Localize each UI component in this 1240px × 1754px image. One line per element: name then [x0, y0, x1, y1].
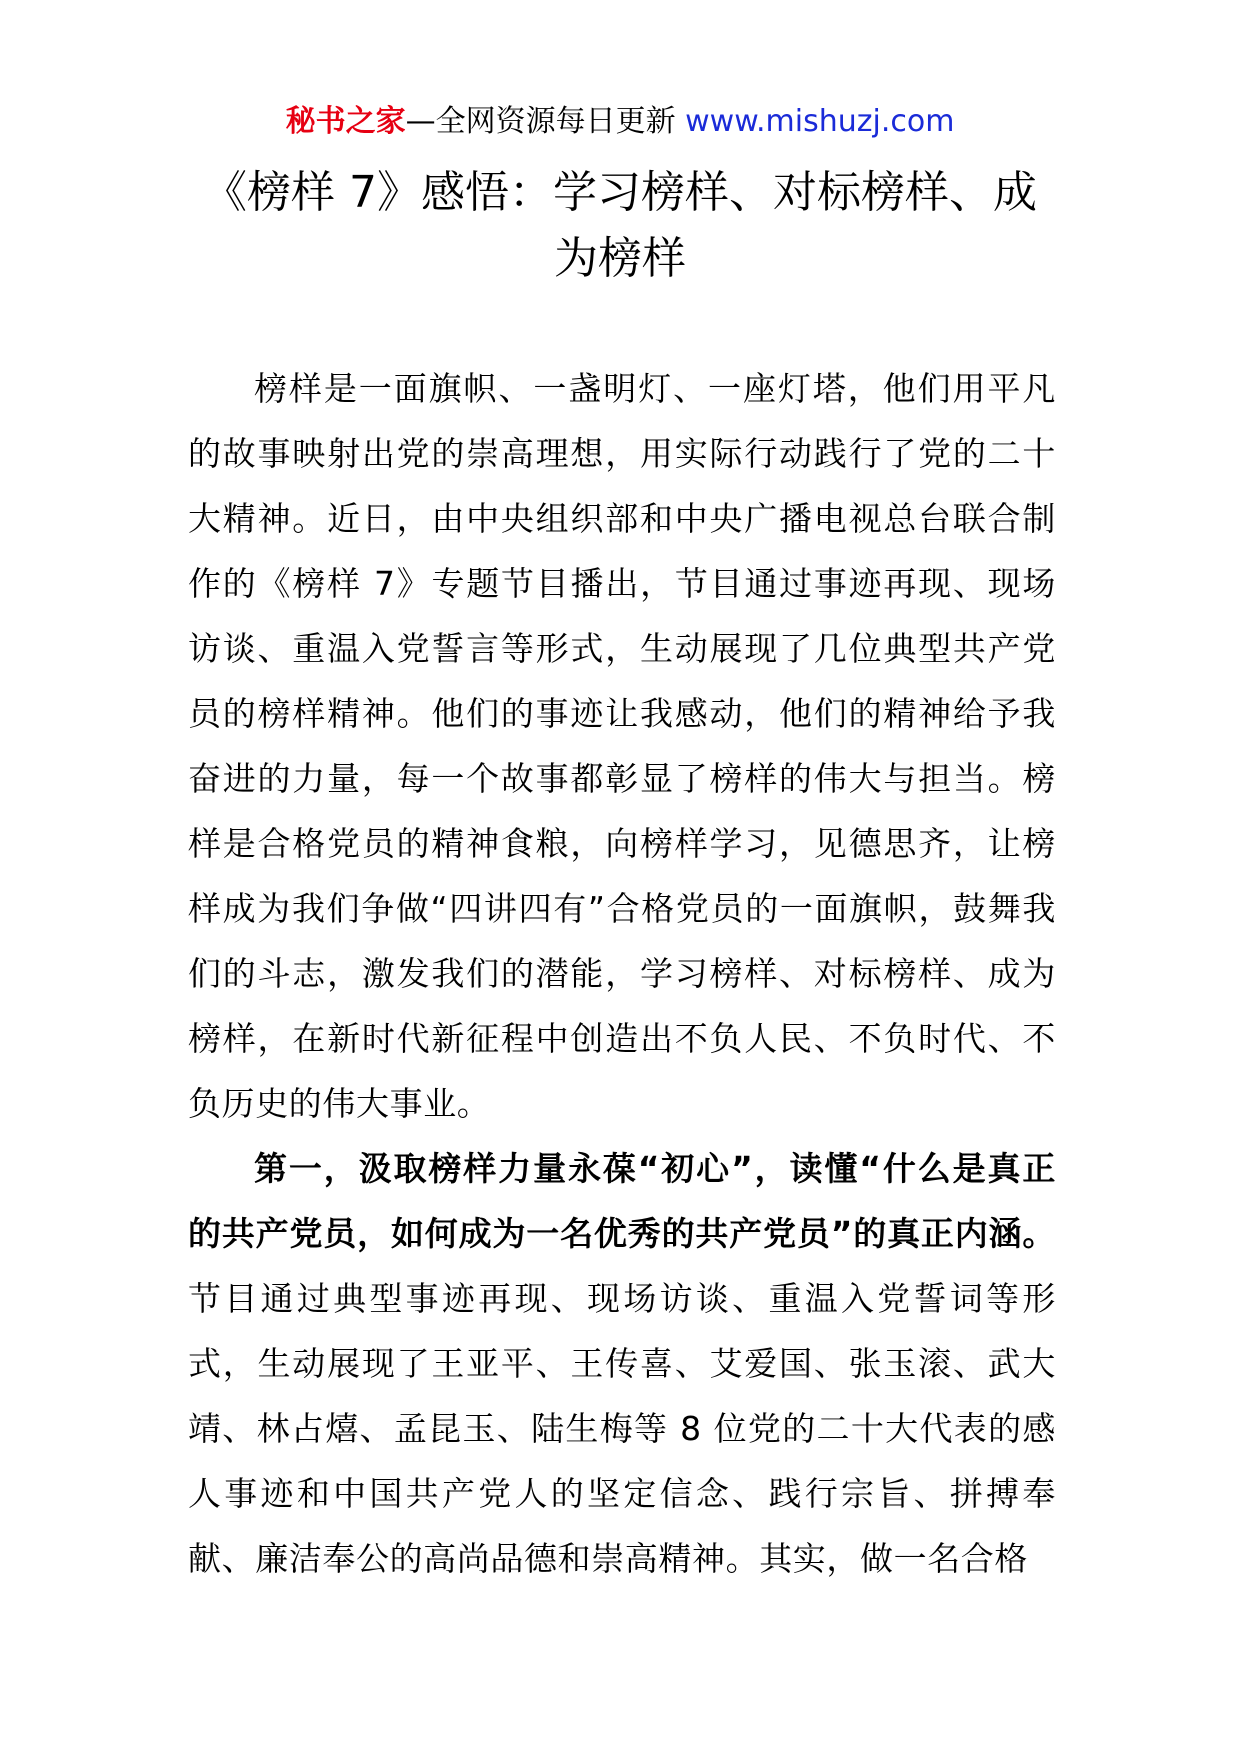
paragraph-2-text: 节目通过典型事迹再现、现场访谈、重温入党誓词等形式，生动展现了王亚平、王传喜、艾爱国、张玉滚、武大靖、林占熺、孟昆玉、陆生梅等 8 位党的二十大代表的感人事迹和中国共产党人的坚定信念、践行宗旨、拼搏奉献、廉洁奉公的高尚品德和崇高精神。其实，做一名合格	[188, 1279, 1056, 1578]
paragraph-2-lead: 第一，汲取榜样力量永葆“初心”，读懂“什么是真正的共产党员，如何成为一名优秀的共产党员”的真正内涵。	[188, 1149, 1056, 1253]
paragraph-1	[188, 356, 1056, 1136]
paragraph-2	[188, 1136, 1056, 1591]
document-title: 《榜样 7》感悟：学习榜样、对标榜样、成为榜样	[203, 167, 1037, 284]
site-header	[0, 102, 1240, 142]
document-body	[188, 356, 1056, 1591]
site-url-link[interactable]: www.mishuzj.com	[685, 104, 955, 139]
brand-name: 秘书之家	[285, 104, 406, 139]
paragraph-1-text: 榜样是一面旗帜、一盏明灯、一座灯塔，他们用平凡的故事映射出党的崇高理想，用实际行动践行了党的二十大精神。近日，由中央组织部和中央广播电视总台联合制作的《榜样 7》专题节目播出，节目通过事迹再现、现场访谈、重温入党誓言等形式，生动展现了几位典型共产党员的榜样精神。他们的事迹让我感动，他们的精神给予我奋进的力量，每一个故事都彰显了榜样的伟大与担当。榜样是合格党员的精神食粮，向榜样学习，见德思齐，让榜样成为我们争做“四讲四有”合格党员的一面旗帜，鼓舞我们的斗志，激发我们的潜能，学习榜样、对标榜样、成为榜样，在新时代新征程中创造出不负人民、不负时代、不负历史的伟大事业。	[188, 369, 1056, 1123]
site-slogan: —全网资源每日更新	[405, 104, 686, 139]
